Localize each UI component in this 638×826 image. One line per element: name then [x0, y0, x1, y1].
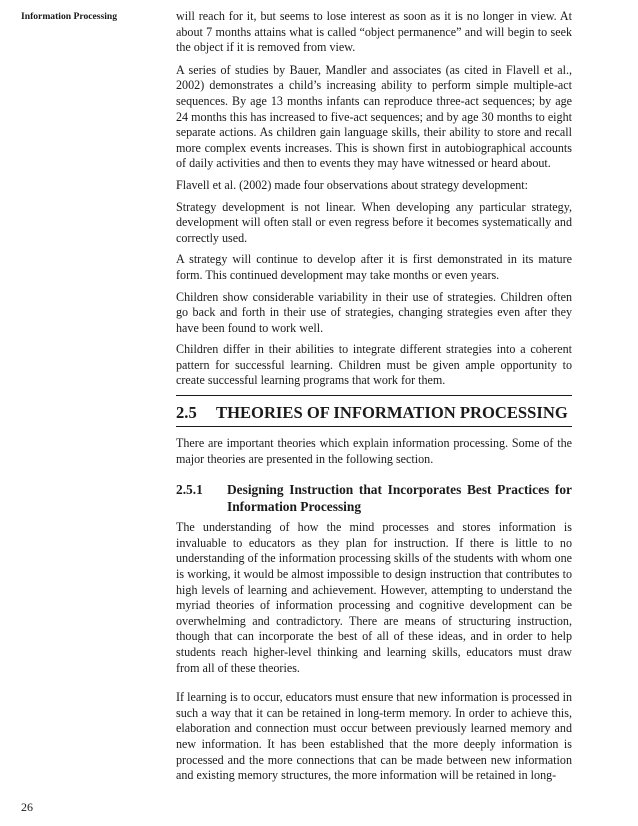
paragraph-long-term-memory: If learning is to occur, educators must ensure that new information is processed in such a way that it can be retained in long-term memory. In order to achieve this, elaboration and connection must occur between previously learned memory and new information. It has been established that the more deeply information is processed and the more connections that can be made between new information and existing memory structures, the more information will be retained in long-: [176, 690, 572, 783]
section-heading-block: [176, 395, 572, 427]
subsection-title: Designing Instruction that Incorporates Best Practices for Information Processing: [227, 482, 572, 515]
section-heading: [176, 401, 572, 426]
paragraph-observation-variability: Children show considerable variability in their use of strategies. Children often go back and forth in their use of strategies, changing strategies even after they have been found to work well.: [176, 289, 572, 335]
page-body: [176, 9, 572, 790]
section-title: THEORIES OF INFORMATION PROCESSING: [216, 403, 568, 423]
paragraph-gap: [176, 682, 572, 690]
page-number: 26: [21, 800, 33, 814]
section-number: 2.5: [176, 403, 197, 423]
subsection-number: 2.5.1: [176, 482, 203, 498]
subsection-heading: [176, 481, 572, 515]
paragraph-object-permanence: will reach for it, but seems to lose interest as soon as it is no longer in view. At about 7 months attains what is called “object permanence” and will begin to seek the object if it is removed from view.: [176, 9, 572, 55]
paragraph-observation-integration: Children differ in their abilities to integrate different strategies into a coherent pattern for successful learning. Children must be given ample opportunity to create successful learning programs that work for them.: [176, 342, 572, 388]
paragraph-understanding-mind: The understanding of how the mind processes and stores information is invaluable to educators as they plan for instruction. If there is little to no understanding of the information processing skills of the students with whom one is working, it would be almost impossible to design instruction that contributes to high levels of learning and achievement. However, attempting to understand the myriad theories of information processing and cognitive development can be overwhelming and contradictory. There are means of structuring instruction, though that can incorporate the best of all of these ideas, and in order to help students reach higher-level thinking and learning skills, educators must draw from all of these theories.: [176, 520, 572, 675]
section-intro-paragraph: There are important theories which explain information processing. Some of the major theories are presented in the following section.: [176, 436, 572, 466]
paragraph-strategy-observations-intro: Flavell et al. (2002) made four observations about strategy development:: [176, 177, 528, 192]
paragraph-observation-not-linear: Strategy development is not linear. When developing any particular strategy, development will often stall or even regress before it becomes systematically and correctly used.: [176, 199, 572, 245]
paragraph-multi-act-sequences: A series of studies by Bauer, Mandler and associates (as cited in Flavell et al., 2002) demonstrates a child’s increasing ability to perform simple multiple-act sequences. By age 13 months infants can reproduce three-act sequences; by age 24 months this has increased to five-act sequences; and by age 30 months to eight separate actions. As children gain language skills, their ability to store and recall more complex events increases. This is shown first in autobiographical accounts of daily activities and then to events they may have witnessed or heard about.: [176, 62, 572, 171]
paragraph-observation-continued-development: A strategy will continue to develop after it is first demonstrated in its mature form. This continued development may take months or even years.: [176, 252, 572, 282]
section-top-rule: [176, 395, 572, 396]
section-bottom-rule: [176, 426, 572, 427]
running-header: Information Processing: [21, 11, 118, 22]
